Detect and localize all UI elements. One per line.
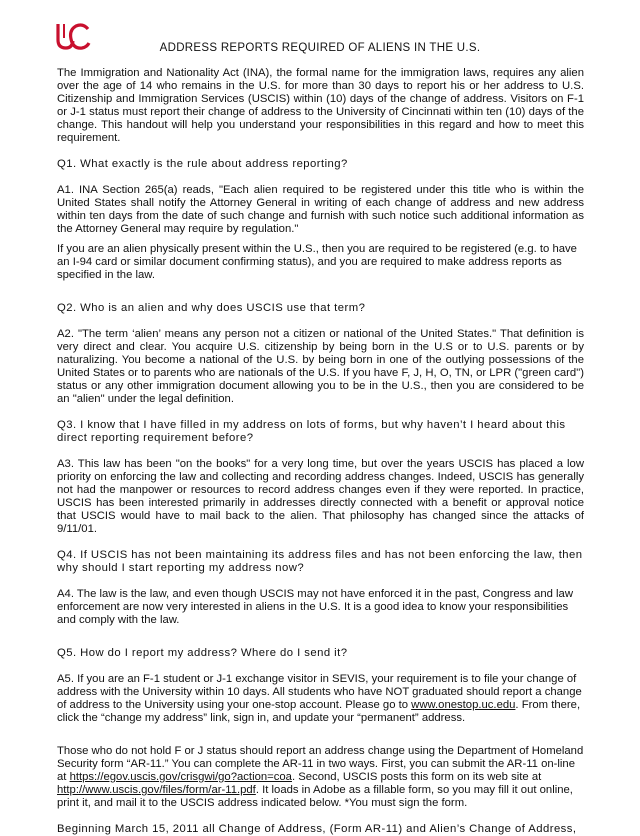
answer-3: A3. This law has been "on the books" for a very long time, but over the years USCIS has placed a low priority on enforcing the law and collecting and recording address changes. Indeed, USCIS has generally not had the manpower or resources to record address changes even if they were reported. In practice, USCIS has been interested primarily in addresses directly connected with a benefit or approval notice that USCIS would have to mail back to the alien. That philosophy has changed since the attacks of 9/11/01.: [57, 458, 584, 535]
answer-5-followup: Those who do not hold F or J status should report an address change using the Department of Homeland Security form “AR-11.” You can complete the AR-11 in two ways. First, you can submit the AR-11 on-line at https://egov.uscis.gov/crisgwi/go?action=coa. Second, USCIS posts this form on its web site at http://www.uscis.gov/files/form/ar-11.pdf. It loads in Adobe as a fillable form, so you may fill it out online, print it, and mail it to the USCIS address indicated below. *You must sign the form.: [57, 745, 584, 809]
final-paragraph: Beginning March 15, 2011 all Change of Address, (Form AR-11) and Alien’s Change of Address,: [57, 823, 577, 835]
question-3: Q3. I know that I have filled in my address on lots of forms, but why haven’t I heard about this direct reporting requirement before?: [57, 419, 566, 444]
onestop-link[interactable]: www.onestop.uc.edu: [411, 699, 516, 711]
question-5: Q5. How do I report my address? Where do I send it?: [57, 647, 348, 659]
ar11-online-link[interactable]: https://egov.uscis.gov/crisgwi/go?action=coa: [69, 771, 292, 783]
page-title: ADDRESS REPORTS REQUIRED OF ALIENS IN THE U.S.: [159, 42, 481, 54]
question-1: Q1. What exactly is the rule about address reporting?: [57, 158, 348, 170]
answer-2: A2. "The term ‘alien’ means any person not a citizen or national of the United States." That definition is very direct and clear. You acquire U.S. citizenship by being born in the U.S or to U.S. parents or by naturalizing. You become a national of the U.S. by being born in one of the outlying possessions of the United States or to parents who are nationals of the U.S. If you have F, J, H, O, TN, or LPR ("green card") status or any other immigration document allowing you to be in the U.S., then you are considered to be an "alien" under the legal definition.: [57, 328, 584, 405]
intro-paragraph: The Immigration and Nationality Act (INA), the formal name for the immigration laws, requires any alien over the age of 14 who remains in the U.S. for more than 30 days to report his or her address to U.S. Citizenship and Immigration Services (USCIS) within (10) days of the change of address. Visitors on F-1 or J-1 status must report their change of address to the University of Cincinnati within ten (10) days of the change. This handout will help you understand your responsibilities in this regard and how to meet this requirement.: [57, 67, 584, 144]
answer-5: A5. If you are an F-1 student or J-1 exchange visitor in SEVIS, your requirement is to file your change of address with the University within 10 days. All students who have NOT graduated should report a change of address to the University using your one-stop account. Please go to www.onestop.uc.edu. From there, click the “change my address” link, sign in, and update your “permanent” address.: [57, 673, 582, 724]
question-4: Q4. If USCIS has not been maintaining its address files and has not been enforcing the law, then why should I start reporting my address now?: [57, 549, 583, 574]
answer-1-followup: If you are an alien physically present within the U.S., then you are required to be registered (e.g. to have an I-94 card or similar document confirming status), and you are required to make address reports as specified in the law.: [57, 243, 577, 281]
question-2: Q2. Who is an alien and why does USCIS use that term?: [57, 302, 366, 314]
ar11-pdf-link[interactable]: http://www.uscis.gov/files/form/ar-11.pdf: [57, 784, 256, 796]
answer-1: A1. INA Section 265(a) reads, "Each alien required to be registered under this title who is within the United States shall notify the Attorney General in writing of each change of address and new address within ten days from the date of such change and furnish with such notice such additional information as the Attorney General may require by regulation.": [57, 184, 584, 235]
document-body: [57, 67, 584, 836]
answer-4: A4. The law is the law, and even though USCIS may not have enforced it in the past, Congress and law enforcement are now very interested in aliens in the U.S. It is a good idea to know your responsibilities and comply with the law.: [57, 588, 573, 626]
